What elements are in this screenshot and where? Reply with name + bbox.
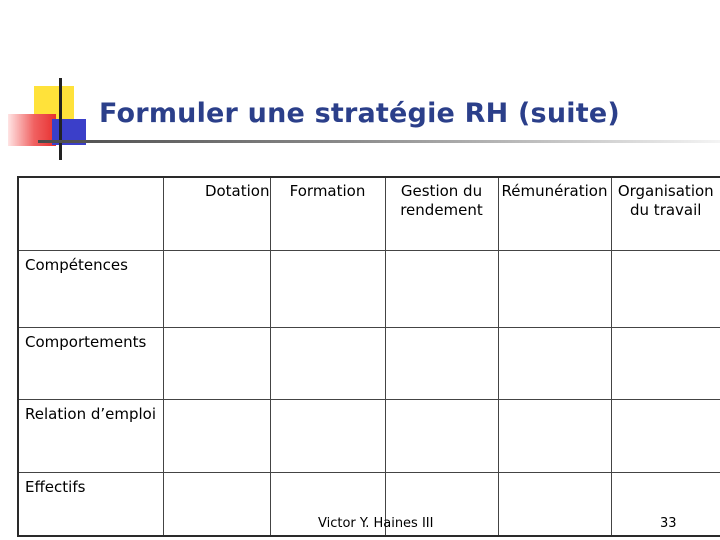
logo-vertical-line (59, 78, 62, 160)
table-cell (163, 400, 270, 473)
table-cell (611, 400, 720, 473)
table-row (18, 400, 720, 473)
table-cell (385, 400, 498, 473)
table-cell (611, 251, 720, 328)
table-cell (498, 251, 611, 328)
table-cell (270, 251, 385, 328)
title-underline (38, 140, 720, 143)
header-corner-cell (18, 177, 163, 251)
table-cell (385, 328, 498, 400)
strategy-matrix-table (17, 176, 720, 537)
table-cell (498, 400, 611, 473)
table-cell (270, 328, 385, 400)
column-header: Rémunération (498, 177, 611, 251)
table-cell (385, 251, 498, 328)
table-cell (270, 400, 385, 473)
column-header: Dotation (163, 177, 270, 251)
table-cell (163, 251, 270, 328)
column-header: Gestion du rendement (385, 177, 498, 251)
column-header: Organisation du travail (611, 177, 720, 251)
row-label: Relation d’emploi (18, 400, 163, 473)
row-label: Effectifs (18, 473, 163, 537)
row-label: Compétences (18, 251, 163, 328)
table-cell (498, 328, 611, 400)
table-row (18, 251, 720, 328)
page-number: 33 (660, 516, 677, 531)
column-header: Formation (270, 177, 385, 251)
table-cell (163, 328, 270, 400)
table-header-row (18, 177, 720, 251)
footer-author: Victor Y. Haines III (318, 516, 434, 531)
row-label: Comportements (18, 328, 163, 400)
table-cell (498, 473, 611, 537)
table-cell (163, 473, 270, 537)
table-cell (611, 328, 720, 400)
table-row (18, 328, 720, 400)
slide-title: Formuler une stratégie RH (suite) (99, 98, 620, 129)
